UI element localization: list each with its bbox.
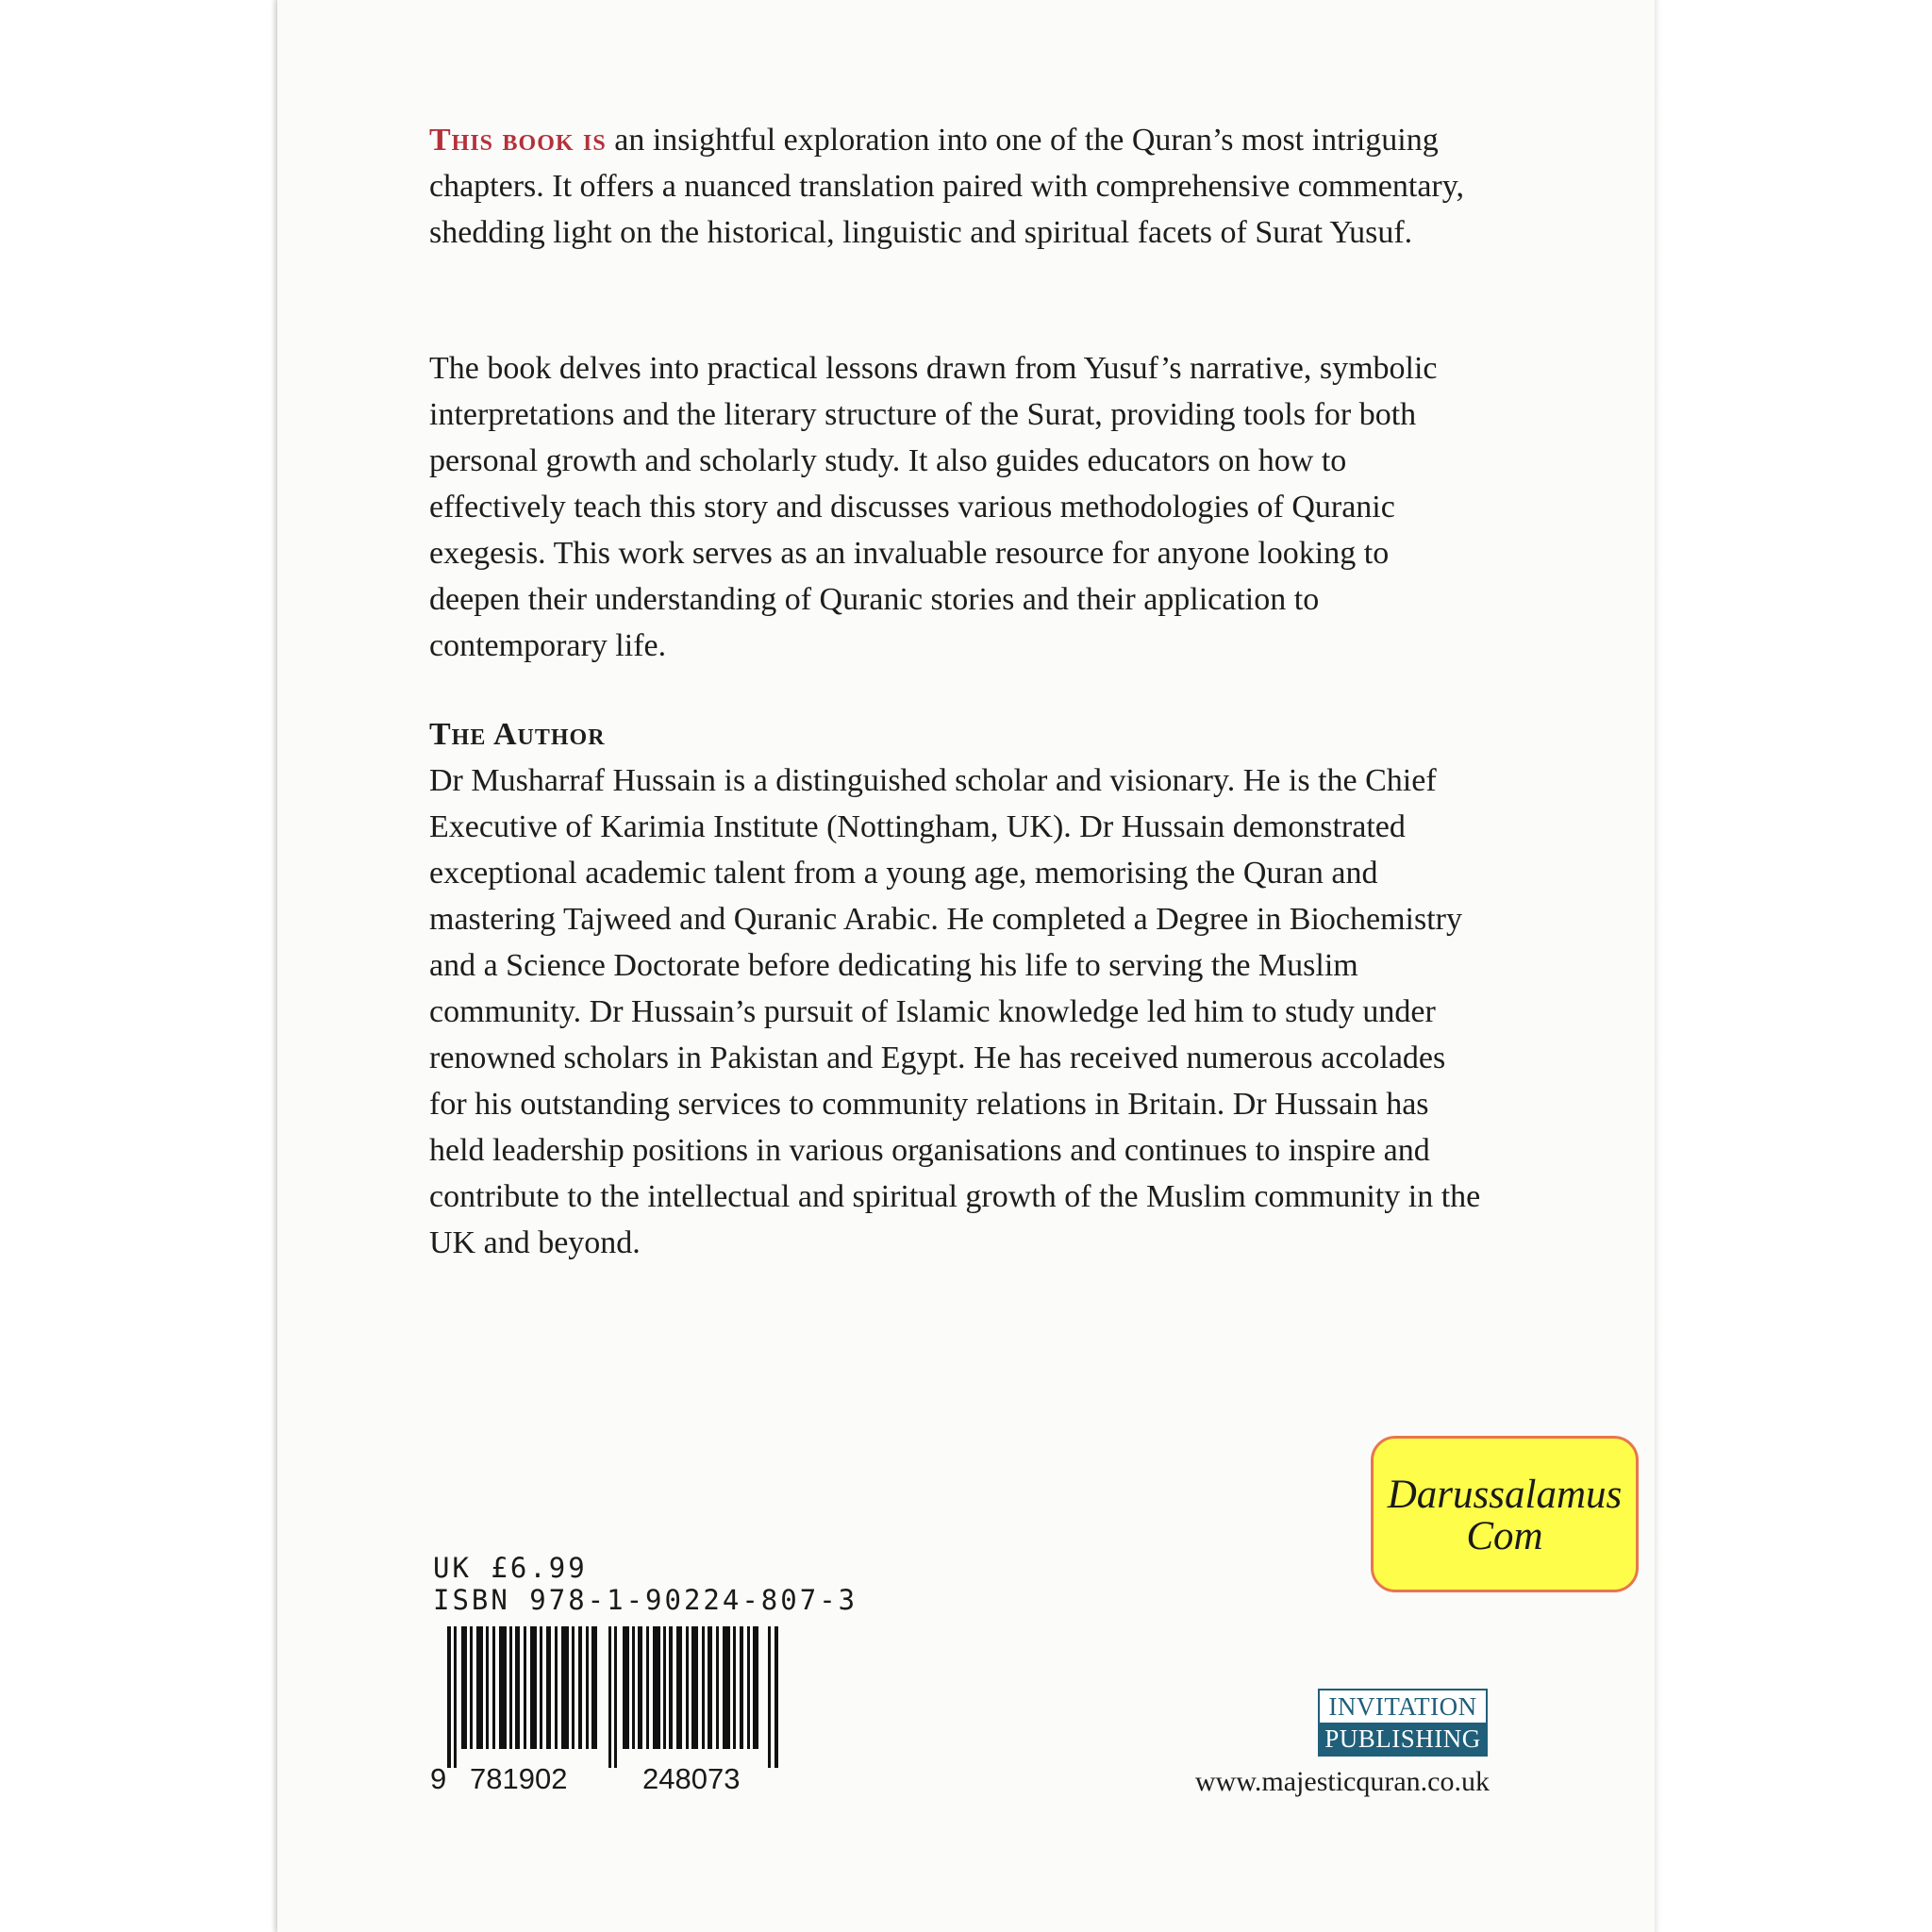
author-section: [429, 711, 1486, 1266]
intro-text: an insightful exploration into one of the Quran’s most intriguing chapters. It offers a nuanced translation paired with comprehensive commentary, shedding light on the historical, linguistic and spiritual facets of Surat Yusuf.: [429, 123, 1465, 250]
isbn-label: ISBN 978-1-90224-807-3: [433, 1584, 858, 1616]
price-label: UK £6.99: [433, 1552, 588, 1584]
barcode-digit-first: 9: [430, 1762, 447, 1795]
author-heading: The Author: [429, 717, 606, 752]
seller-badge-line1: Darussalamus: [1387, 1473, 1623, 1517]
author-bio: Dr Musharraf Hussain is a distinguished scholar and visionary. He is the Chief Executive of Karimia Institute (Nottingham, UK). Dr Hussain demonstrated exceptional academic talent from a young age, memorising the Quran and mastering Tajweed and Quranic Arabic. He completed a Degree in Biochemistry and a Science Doctorate before dedicating his life to serving the Muslim community. Dr Hussain’s pursuit of Islamic knowledge led him to study under renowned scholars in Pakistan and Egypt. He has received numerous accolades for his outstanding services to community relations in Britain. Dr Hussain has held leadership positions in various organisations and continues to inspire and contribute to the intellectual and spiritual growth of the Muslim community in the UK and beyond.: [429, 763, 1481, 1260]
cover-edge-right: [1655, 0, 1660, 1932]
barcode-digits-left: 781902: [470, 1762, 568, 1795]
barcode-icon: [447, 1626, 780, 1768]
intro-paragraph: [429, 117, 1486, 256]
barcode-digits-right: 248073: [642, 1762, 741, 1795]
publisher-website: www.majesticquran.co.uk: [1194, 1766, 1490, 1797]
publisher-logo-line2: PUBLISHING: [1320, 1723, 1486, 1755]
seller-badge-line2: Com: [1466, 1514, 1543, 1558]
publisher-logo-line1: INVITATION: [1320, 1690, 1486, 1723]
seller-watermark-badge: [1371, 1436, 1639, 1592]
description-paragraph: The book delves into practical lessons drawn from Yusuf’s narrative, symbolic interpretations and the literary structure of the Surat, providing tools for both personal growth and scholarly study. It also guides educators on how to effectively teach this story and discusses various methodologies of Quranic exegesis. This work serves as an invaluable resource for anyone looking to deepen their understanding of Quranic stories and their application to contemporary life.: [429, 351, 1438, 663]
intro-lead: This book is: [429, 123, 607, 158]
publisher-logo: [1318, 1689, 1488, 1757]
